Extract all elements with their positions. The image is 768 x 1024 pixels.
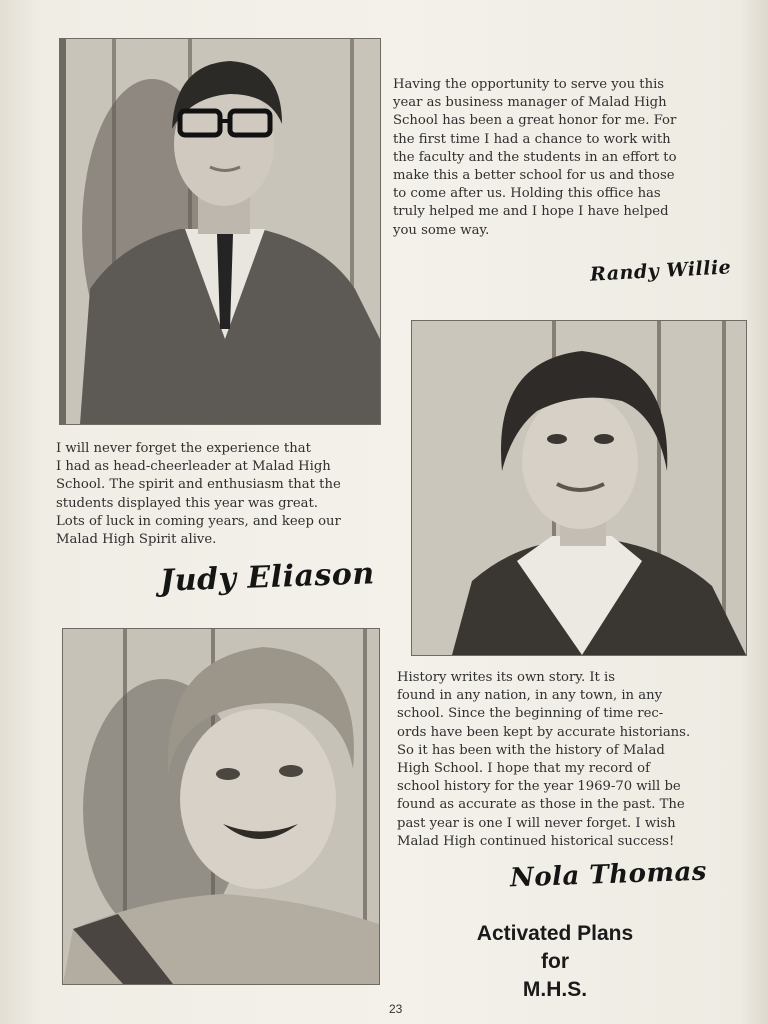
- article-text-head-cheerleader: I will never forget the experience that I had as head-cheerleader at Malad High School. The spirit and enthusiasm that the students displayed this year was great. Lots of luck in coming years, and keep our Malad High Spirit alive.: [56, 441, 341, 548]
- page-number: 23: [389, 1002, 403, 1016]
- page-caption: [455, 920, 655, 1004]
- caption-line-3: M.H.S.: [522, 978, 588, 1001]
- caption-line-1: Activated Plans: [476, 922, 634, 945]
- caption-line-2: for: [541, 950, 569, 973]
- signature-nola-thomas: Nola Thomas: [509, 856, 708, 894]
- portrait-photo-business-manager: [59, 38, 381, 425]
- portrait-photo-head-cheerleader: [62, 628, 380, 985]
- portrait-photo-historian: [411, 320, 747, 656]
- article-text-business-manager: Having the opportunity to serve you this year as business manager of Malad High School has been a great honor for me. For the first time I had a chance to work with the faculty and the students in an effort to make this a better school for us and those to come after us. Holding this office has truly helped me and I hope I have helped you some way.: [393, 77, 677, 238]
- article-text-historian: History writes its own story. It is found in any nation, in any town, in any school. Since the beginning of time rec- ords have been kept by accurate historians. So it has been with the history of Malad High School. I hope that my record of school history for the year 1969-70 will be found as accurate as those in the past. The past year is one I will never forget. I wish Malad High continued historical success!: [397, 670, 691, 849]
- signature-judy-eliason: Judy Eliason: [159, 556, 376, 599]
- signature-randy-willie: Randy Willie: [589, 256, 732, 286]
